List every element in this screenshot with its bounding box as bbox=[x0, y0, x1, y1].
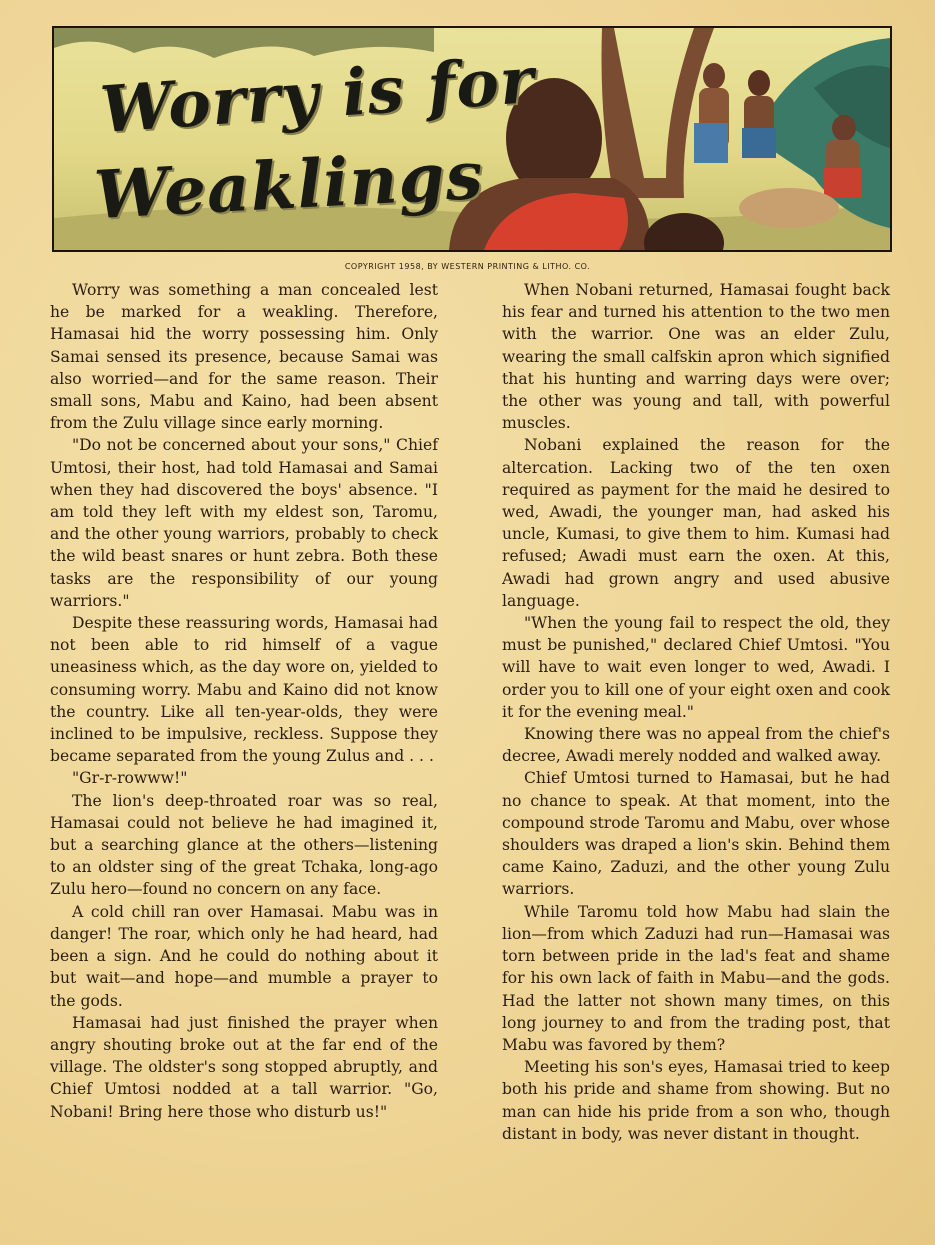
paragraph: Knowing there was no appeal from the chief's decree, Awadi merely nodded and walked away. bbox=[502, 725, 890, 766]
right-text-column bbox=[502, 279, 890, 1145]
title-illustration-panel bbox=[52, 26, 892, 252]
paragraph: Hamasai had just finished the prayer when angry shouting broke out at the far end of the village. The oldster's song stopped abruptly, and Chief Umtosi nodded at a tall warrior. "Go, Nobani! Bring here those who disturb us!" bbox=[50, 1013, 438, 1121]
story-title-line-2: Weaklings bbox=[92, 135, 486, 235]
paragraph: Worry was something a man concealed lest he be marked for a weakling. Therefore, Hamasai hid the worry possessing him. Only Samai sensed its presence, because Samai was also worried—and for the same reason. Their small sons, Mabu and Kaino, had been absent from the Zulu village since early morning. bbox=[50, 281, 438, 433]
paragraph: A cold chill ran over Hamasai. Mabu was in danger! The roar, which only he had heard, had been a sign. And he could do nothing about it but wait—and hope—and mumble a prayer to the gods. bbox=[50, 902, 438, 1010]
paragraph: When Nobani returned, Hamasai fought back his fear and turned his attention to the two men with the warrior. One was an elder Zulu, wearing the small calfskin apron which signified that his hunting and warring days were over; the other was young and tall, with powerful muscles. bbox=[502, 281, 890, 433]
paragraph: Chief Umtosi turned to Hamasai, but he had no chance to speak. At that moment, into the compound strode Taromu and Mabu, over whose shoulders was draped a lion's skin. Behind them came Kaino, Zaduzi, and the other young Zulu warriors. bbox=[502, 769, 890, 899]
tree-trunk-shape bbox=[602, 28, 715, 198]
paragraph: Nobani explained the reason for the altercation. Lacking two of the ten oxen required as payment for the maid he desired to wed, Awadi, the younger man, had asked his uncle, Kumasi, to give them to him. Kumasi had refused; Awadi must earn the oxen. At this, Awadi had grown angry and used abusive language. bbox=[502, 436, 890, 610]
paragraph: "Gr-r-rowww!" bbox=[72, 769, 188, 788]
story-title-line-1: Worry is for bbox=[97, 42, 537, 149]
paragraph: "Do not be concerned about your sons," Chief Umtosi, their host, had told Hamasai and Samai when they had discovered the boys' absence. "I am told they left with my eldest son, Taromu, and the other young warriors, probably to check the wild beast snares or hunt zebra. Both these tasks are the responsibility of our young warriors." bbox=[50, 436, 438, 610]
left-text-column bbox=[50, 279, 438, 1123]
paragraph: The lion's deep-throated roar was so real, Hamasai could not believe he had imagined it, but a searching glance at the others—listening to an oldster sing of the great Tchaka, long-ago Zulu hero—found no concern on any face. bbox=[50, 791, 438, 899]
paragraph: "When the young fail to respect the old, they must be punished," declared Chief Umtosi. "You will have to wait even longer to wed, Awadi. I order you to kill one of your eight oxen and cook it for the evening meal." bbox=[502, 614, 890, 721]
paragraph: While Taromu told how Mabu had slain the lion—from which Zaduzi had run—Hamasai was torn between pride in the lad's feat and shame for his own lack of faith in Mabu—and the gods. Had the latter not shown many times, on this long journey to and from the trading post, that Mabu was favored by them? bbox=[502, 902, 890, 1054]
paragraph: Meeting his son's eyes, Hamasai tried to keep both his pride and shame from showing. But no man can hide his pride from a son who, though distant in body, was never distant in thought. bbox=[502, 1058, 890, 1143]
copyright-notice: COPYRIGHT 1958, BY WESTERN PRINTING & LITHO. CO. bbox=[344, 262, 591, 271]
paragraph: Despite these reassuring words, Hamasai had not been able to rid himself of a vague uneasiness which, as the day wore on, yielded to consuming worry. Mabu and Kaino did not know the country. Like all ten-year-olds, they were inclined to be impulsive, reckless. Suppose they became separated from the young Zulus and . . . bbox=[50, 614, 438, 766]
